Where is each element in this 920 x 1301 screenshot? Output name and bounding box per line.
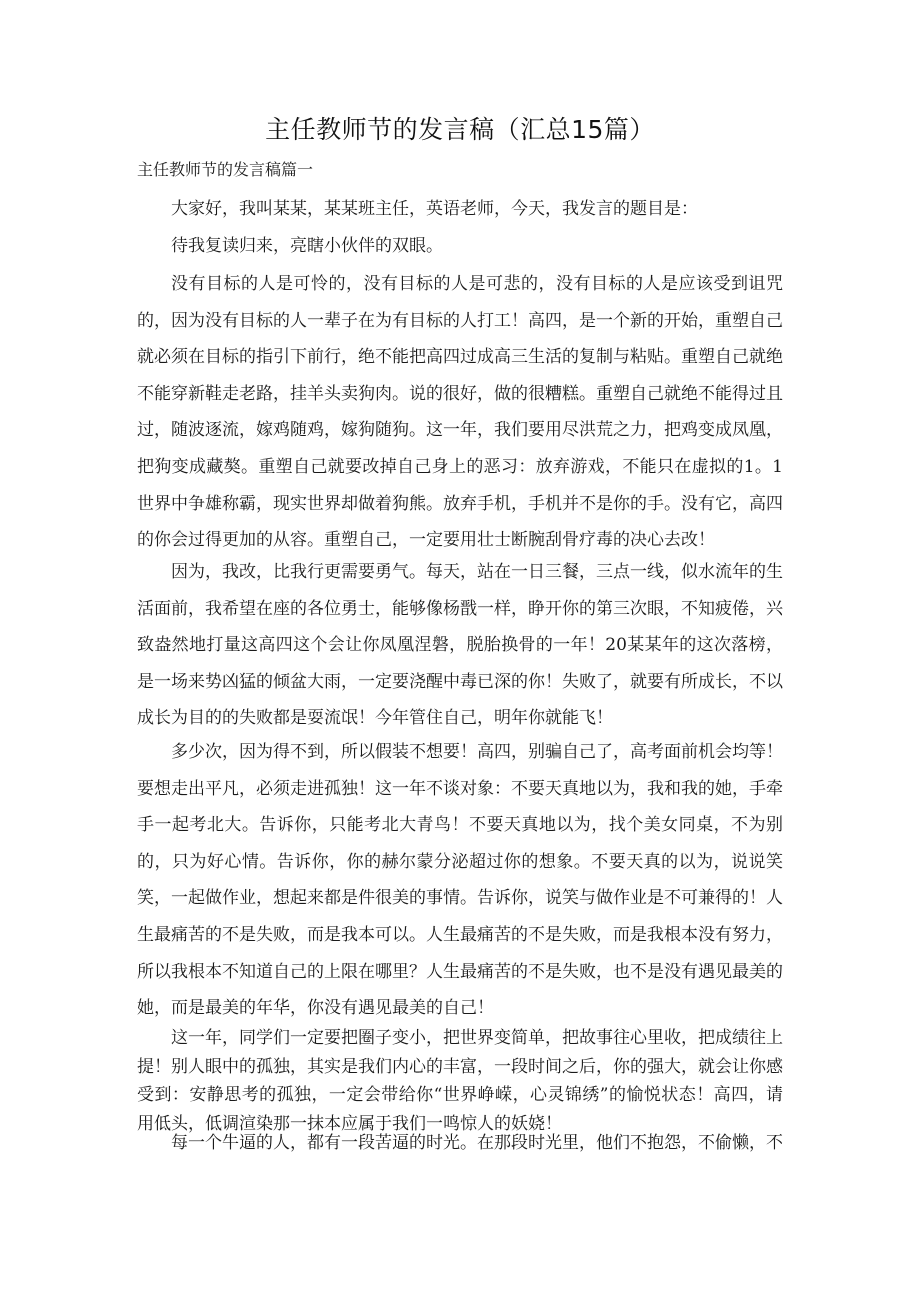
paragraph-topic: 待我复读归来，亮瞎小伙伴的双眼。 xyxy=(171,236,443,256)
paragraph-greeting: 大家好，我叫某某，某某班主任，英语老师，今天，我发言的题目是： xyxy=(171,199,698,219)
document-title: 主任教师节的发言稿（汇总15篇） xyxy=(265,115,655,144)
section-heading: 主任教师节的发言稿篇一 xyxy=(137,160,314,179)
paragraph-hard-times: 每一个牛逼的人，都有一段苦逼的时光。在那段时光里，他们不抱怨，不偷懒，不 xyxy=(171,1133,783,1153)
paragraph-courage: 因为，我改，比我行更需要勇气。每天，站在一日三餐，三点一线，似水流年的生活面前，我希望在座的各位勇士，能够像杨戬一样，睁开你的第三次眼，不知疲倦，兴致盎然地打量这高四这个会让你凤凰涅磐，脱胎换骨的一年！20某某年的这次落榜，是一场来势凶猛的倾盆大雨，一定要浇醒中毒已深的你！失败了，就要有所成长，不以成长为目的的失败都是耍流氓！今年管住自己，明年你就能飞！ xyxy=(137,562,783,729)
paragraph-goals: 没有目标的人是可怜的，没有目标的人是可悲的，没有目标的人是应该受到诅咒的，因为没有目标的人一辈子在为有目标的人打工！高四，是一个新的开始，重塑自己就必须在目标的指引下前行，绝不能把高四过成高三生活的复制与粘贴。重塑自己就绝不能穿新鞋走老路，挂羊头卖狗肉。说的很好，做的很糟糕。重塑自己就绝不能得过且过，随波逐流，嫁鸡随鸡，嫁狗随狗。这一年，我们要用尽洪荒之力，把鸡变成凤凰，把狗变成藏獒。重塑自己就要改掉自己身上的恶习：放弃游戏，不能只在虚拟的1。1世界中争雄称霸，现实世界却做着狗熊。放弃手机，手机并不是你的手。没有它，高四的你会过得更加的从容。重塑自己，一定要用壮士断腕刮骨疗毒的决心去改！ xyxy=(137,274,783,551)
paragraph-focus: 这一年，同学们一定要把圈子变小，把世界变简单，把故事往心里收，把成绩往上提！别人眼中的孤独，其实是我们内心的丰富，一段时间之后，你的强大，就会让你感受到：安静思考的孤独，一定会带给你“世界峥嵘，心灵锦绣”的愉悦状态！高四，请用低头，低调渲染那一抹本应属于我们一鸣惊人的妖娆！ xyxy=(137,1028,783,1134)
paragraph-solitude: 多少次，因为得不到，所以假装不想要！高四，别骗自己了，高考面前机会均等！要想走出平凡，必须走进孤独！这一年不谈对象：不要天真地以为，我和我的她，手牵手一起考北大。告诉你，只能考北大青鸟！不要天真地以为，找个美女同桌，不为别的，只为好心情。告诉你，你的赫尔蒙分泌超过你的想象。不要天真的以为，说说笑笑，一起做作业，想起来都是件很美的事情。告诉你，说笑与做作业是不可兼得的！人生最痛苦的不是失败，而是我本可以。人生最痛苦的不是失败，而是我根本没有努力，所以我根本不知道自己的上限在哪里？人生最痛苦的不是失败，也不是没有遇见最美的她，而是最美的年华，你没有遇见最美的自己！ xyxy=(137,742,783,1019)
